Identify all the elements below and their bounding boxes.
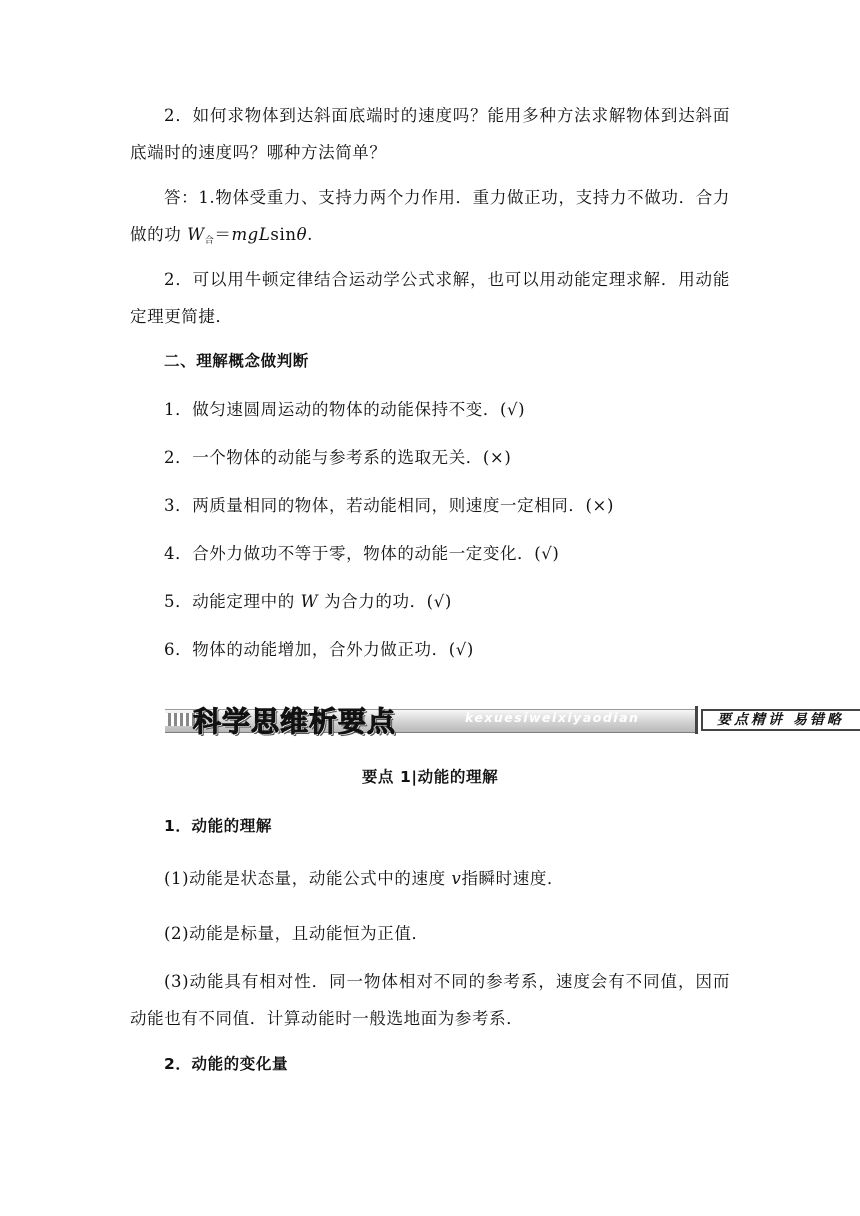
question-2-paragraph: 2．如何求物体到达斜面底端时的速度吗？能用多种方法求解物体到达斜面底端时的速度吗？哪种方法简单？ — [130, 106, 730, 162]
judgement-item-3: 3．两质量相同的物体，若动能相同，则速度一定相同．(×) — [164, 496, 614, 515]
banner-right-label: 要点精讲 易错略 — [701, 709, 860, 731]
formula-mgl: mgL — [231, 225, 271, 244]
section-banner — [165, 700, 860, 740]
banner-pinyin: kexuesiweixiyaodian — [465, 710, 640, 725]
judgement-item-6: 6．物体的动能增加，合外力做正功．(√) — [164, 640, 474, 659]
work-subscript: 合 — [204, 236, 215, 246]
judgement-item-5-text-a: 5．动能定理中的 — [164, 592, 301, 611]
work-symbol: W — [187, 225, 205, 244]
judgement-item-2: 2．一个物体的动能与参考系的选取无关．(×) — [164, 448, 512, 467]
judgement-item-4: 4．合外力做功不等于零，物体的动能一定变化．(√) — [164, 544, 560, 563]
key-point-line-3: (3)动能具有相对性．同一物体相对不同的参考系，速度会有不同值，因而动能也有不同值．计算动能时一般选地面为参考系． — [130, 972, 730, 1028]
key-point-line-1 — [130, 860, 730, 897]
key-point-subheading-1: 1．动能的理解 — [164, 817, 272, 835]
answer-1-paragraph — [130, 179, 730, 260]
judgement-item-5-w: W — [300, 592, 319, 611]
answer-1-text: 答：1.物体受重力、支持力两个力作用．重力做正功，支持力不做功．合力做的功 — [130, 188, 730, 244]
key-point-line-1-a: (1)动能是状态量，动能公式中的速度 — [164, 869, 452, 888]
key-point-subheading-2: 2．动能的变化量 — [164, 1055, 289, 1073]
equals-sign: ＝ — [214, 225, 232, 244]
answer-2-paragraph: 2．可以用牛顿定律结合运动学公式求解，也可以用动能定理求解．用动能定理更简捷． — [130, 270, 730, 326]
judgement-item-5 — [130, 583, 730, 620]
formula-sin: sin — [270, 225, 297, 244]
velocity-symbol: v — [451, 869, 462, 888]
judgement-item-5-text-b: 为合力的功．(√) — [318, 592, 452, 611]
banner-title: 科学思维析要点 — [193, 705, 397, 738]
key-point-line-1-b: 指瞬时速度． — [461, 869, 565, 888]
section-2-heading: 二、理解概念做判断 — [164, 352, 309, 370]
banner-stripe — [165, 713, 195, 726]
formula-theta: θ — [296, 225, 308, 244]
key-point-line-2: (2)动能是标量，且动能恒为正值． — [164, 924, 429, 943]
banner-divider — [695, 706, 698, 734]
judgement-item-1: 1．做匀速圆周运动的物体的动能保持不变．(√) — [164, 400, 526, 419]
key-point-title: 要点 1|动能的理解 — [361, 768, 499, 786]
formula-period: . — [307, 225, 313, 244]
